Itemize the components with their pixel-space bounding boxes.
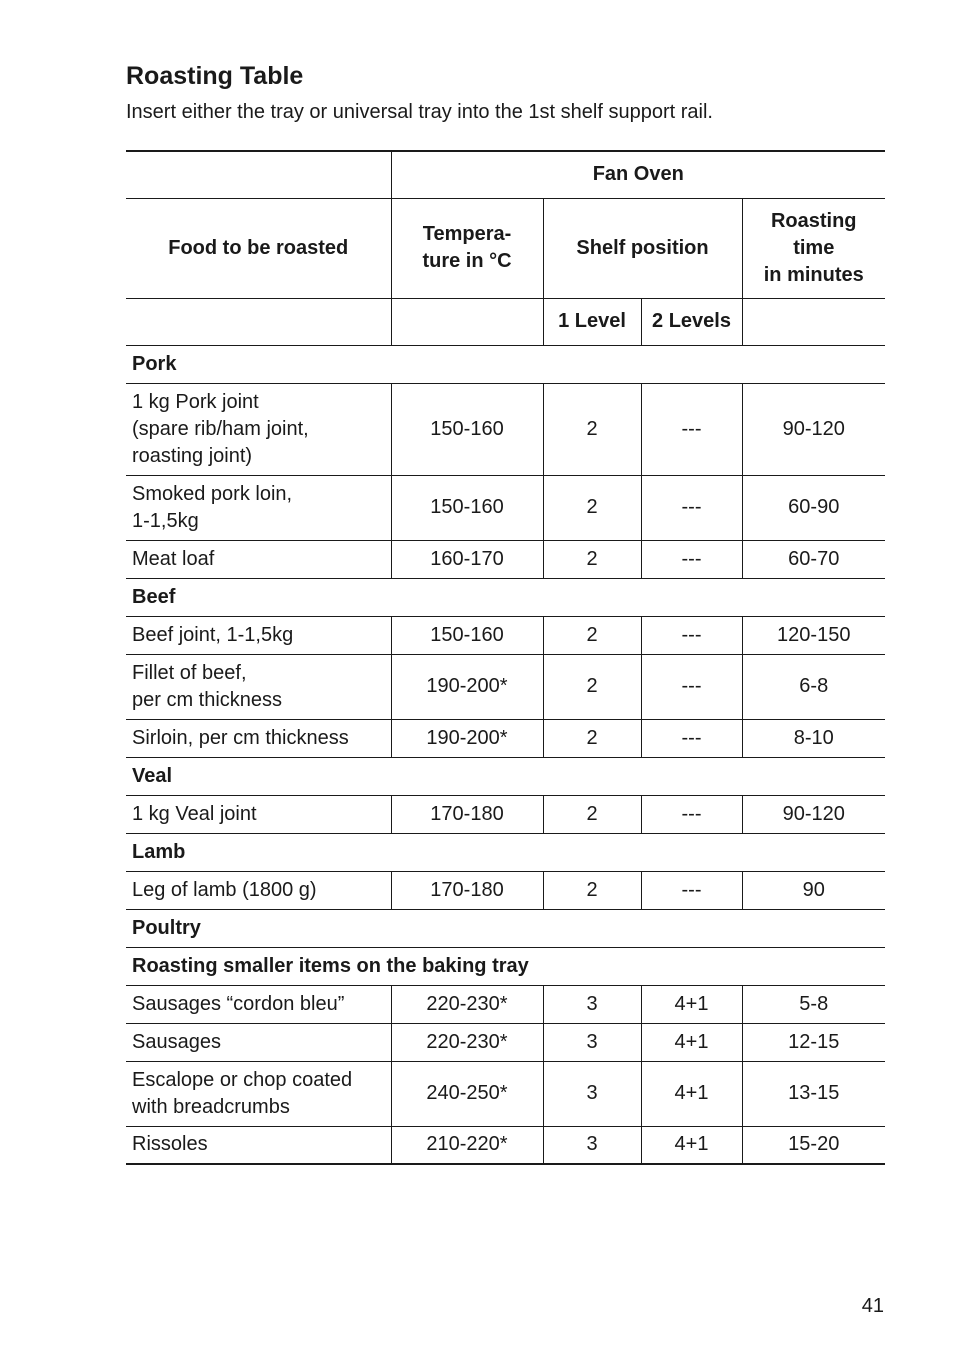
category-row-poultry bbox=[126, 909, 885, 947]
level1-cell: 2 bbox=[543, 383, 641, 475]
time-cell: 90-120 bbox=[742, 795, 885, 833]
level2-cell: --- bbox=[641, 871, 742, 909]
level2-cell: 4+1 bbox=[641, 1061, 742, 1126]
level2-cell: 4+1 bbox=[641, 985, 742, 1023]
level1-cell: 2 bbox=[543, 654, 641, 719]
page-title: Roasting Table bbox=[126, 62, 304, 90]
page-number: 41 bbox=[861, 1295, 884, 1317]
level2-cell: --- bbox=[641, 616, 742, 654]
level2-cell: --- bbox=[641, 540, 742, 578]
food-cell: Leg of lamb (1800 g) bbox=[126, 871, 391, 909]
food-cell: 1 kg Pork joint (spare rib/ham joint, roasting joint) bbox=[126, 383, 391, 475]
time-cell: 60-90 bbox=[742, 475, 885, 540]
header-fan-oven: Fan Oven bbox=[391, 151, 885, 198]
table-row bbox=[126, 383, 885, 475]
category-label: Veal bbox=[126, 757, 885, 795]
level1-cell: 2 bbox=[543, 475, 641, 540]
food-cell: Sausages bbox=[126, 1023, 391, 1061]
food-cell: 1 kg Veal joint bbox=[126, 795, 391, 833]
header-empty-cell bbox=[742, 298, 885, 345]
temperature-cell: 210-220* bbox=[391, 1126, 543, 1164]
table-row bbox=[126, 475, 885, 540]
level2-cell: --- bbox=[641, 383, 742, 475]
temperature-cell: 220-230* bbox=[391, 985, 543, 1023]
header-food: Food to be roasted bbox=[126, 198, 391, 298]
level2-cell: 4+1 bbox=[641, 1126, 742, 1164]
level2-cell: --- bbox=[641, 475, 742, 540]
time-cell: 13-15 bbox=[742, 1061, 885, 1126]
header-empty-cell bbox=[126, 151, 391, 198]
category-row-veal bbox=[126, 757, 885, 795]
header-row-columns bbox=[126, 198, 885, 298]
time-cell: 6-8 bbox=[742, 654, 885, 719]
food-cell: Beef joint, 1-1,5kg bbox=[126, 616, 391, 654]
category-label: Pork bbox=[126, 345, 885, 383]
category-row-smaller-items bbox=[126, 947, 885, 985]
category-label: Roasting smaller items on the baking tray bbox=[126, 947, 885, 985]
level2-cell: --- bbox=[641, 719, 742, 757]
level1-cell: 3 bbox=[543, 1023, 641, 1061]
food-cell: Fillet of beef, per cm thickness bbox=[126, 654, 391, 719]
header-row-fan-oven bbox=[126, 151, 885, 198]
level1-cell: 2 bbox=[543, 616, 641, 654]
table-row bbox=[126, 1061, 885, 1126]
table-row bbox=[126, 871, 885, 909]
header-empty-cell bbox=[126, 298, 391, 345]
temperature-cell: 150-160 bbox=[391, 616, 543, 654]
level1-cell: 2 bbox=[543, 795, 641, 833]
header-empty-cell bbox=[391, 298, 543, 345]
food-cell: Smoked pork loin, 1-1,5kg bbox=[126, 475, 391, 540]
header-row-levels bbox=[126, 298, 885, 345]
temperature-cell: 240-250* bbox=[391, 1061, 543, 1126]
food-cell: Sausages “cordon bleu” bbox=[126, 985, 391, 1023]
time-cell: 90 bbox=[742, 871, 885, 909]
temperature-cell: 150-160 bbox=[391, 475, 543, 540]
food-cell: Meat loaf bbox=[126, 540, 391, 578]
table-row bbox=[126, 1126, 885, 1164]
temperature-cell: 160-170 bbox=[391, 540, 543, 578]
temperature-cell: 190-200* bbox=[391, 719, 543, 757]
time-cell: 12-15 bbox=[742, 1023, 885, 1061]
table-row bbox=[126, 719, 885, 757]
time-cell: 15-20 bbox=[742, 1126, 885, 1164]
category-label: Beef bbox=[126, 578, 885, 616]
category-label: Lamb bbox=[126, 833, 885, 871]
level1-cell: 2 bbox=[543, 540, 641, 578]
time-cell: 90-120 bbox=[742, 383, 885, 475]
temperature-cell: 170-180 bbox=[391, 871, 543, 909]
temperature-cell: 220-230* bbox=[391, 1023, 543, 1061]
food-cell: Escalope or chop coated with breadcrumbs bbox=[126, 1061, 391, 1126]
level2-cell: 4+1 bbox=[641, 1023, 742, 1061]
header-shelf-position: Shelf position bbox=[543, 198, 742, 298]
level1-cell: 2 bbox=[543, 719, 641, 757]
time-cell: 60-70 bbox=[742, 540, 885, 578]
level1-cell: 3 bbox=[543, 1061, 641, 1126]
time-cell: 120-150 bbox=[742, 616, 885, 654]
table-row bbox=[126, 985, 885, 1023]
time-cell: 5-8 bbox=[742, 985, 885, 1023]
level2-cell: --- bbox=[641, 654, 742, 719]
table-row bbox=[126, 1023, 885, 1061]
category-label: Poultry bbox=[126, 909, 885, 947]
category-row-beef bbox=[126, 578, 885, 616]
food-cell: Rissoles bbox=[126, 1126, 391, 1164]
level1-cell: 3 bbox=[543, 985, 641, 1023]
roasting-table bbox=[126, 150, 885, 1165]
time-cell: 8-10 bbox=[742, 719, 885, 757]
header-temperature: Tempera- ture in °C bbox=[391, 198, 543, 298]
table-row bbox=[126, 795, 885, 833]
temperature-cell: 150-160 bbox=[391, 383, 543, 475]
intro-text: Insert either the tray or universal tray into the 1st shelf support rail. bbox=[126, 101, 713, 123]
food-cell: Sirloin, per cm thickness bbox=[126, 719, 391, 757]
header-2-levels: 2 Levels bbox=[641, 298, 742, 345]
level1-cell: 2 bbox=[543, 871, 641, 909]
table-row bbox=[126, 616, 885, 654]
category-row-pork bbox=[126, 345, 885, 383]
level1-cell: 3 bbox=[543, 1126, 641, 1164]
level2-cell: --- bbox=[641, 795, 742, 833]
temperature-cell: 170-180 bbox=[391, 795, 543, 833]
header-roasting-time: Roasting time in minutes bbox=[742, 198, 885, 298]
table-row bbox=[126, 654, 885, 719]
table-row bbox=[126, 540, 885, 578]
temperature-cell: 190-200* bbox=[391, 654, 543, 719]
category-row-lamb bbox=[126, 833, 885, 871]
header-1-level: 1 Level bbox=[543, 298, 641, 345]
